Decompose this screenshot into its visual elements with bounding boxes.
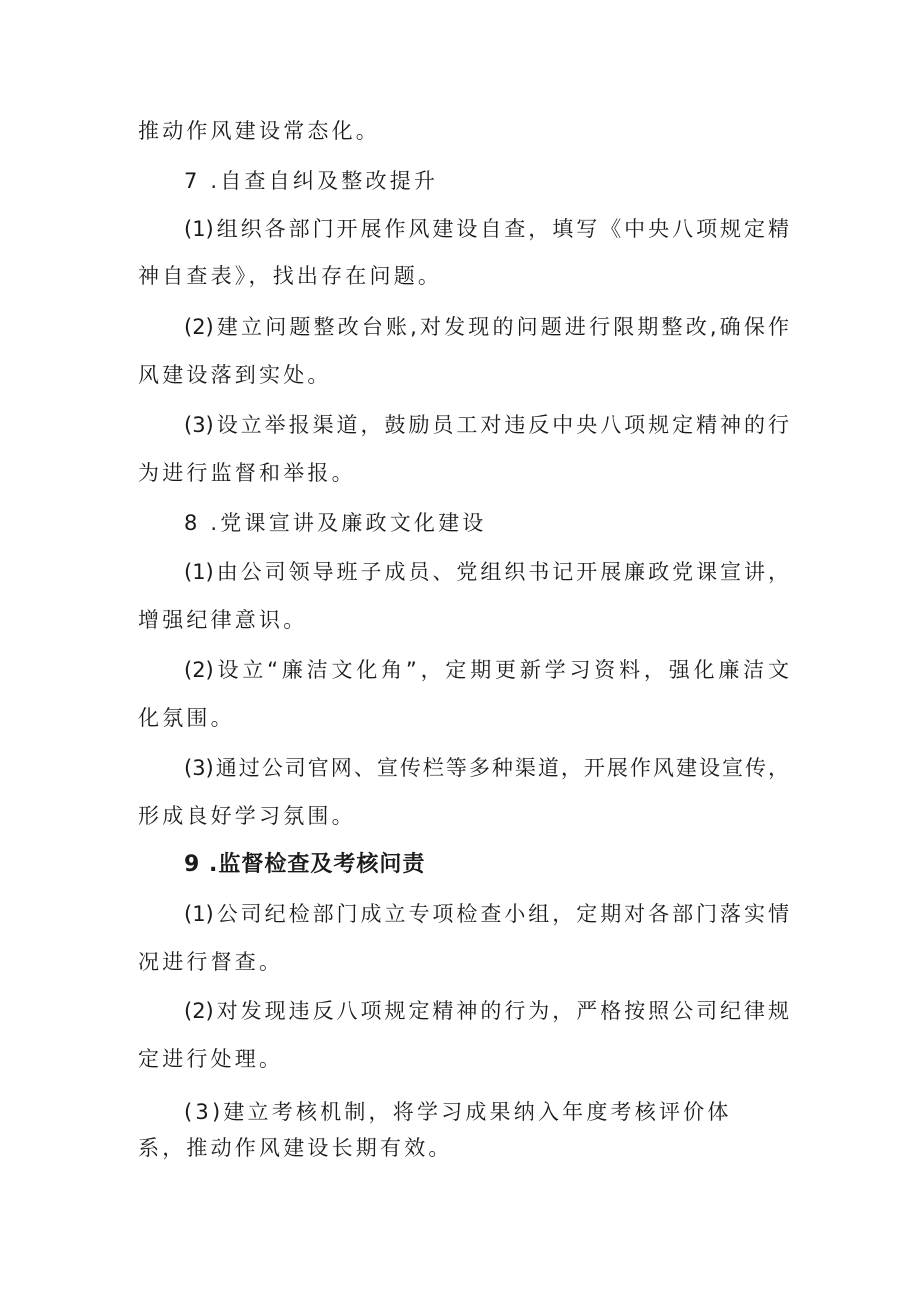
list-item-9-3-line1: (3)建立考核机制，将学习成果纳入年度考核评价体: [184, 1100, 732, 1124]
list-item-8-2-line1: (2)设立“廉洁文化角”，定期更新学习资料，强化廉洁文: [184, 658, 789, 682]
list-item-9-2-line1: (2)对发现违反八项规定精神的行为，严格按照公司纪律规: [184, 999, 789, 1023]
paragraph-continuation: 推动作风建设常态化。: [138, 119, 380, 143]
list-item-9-1-line2: 况进行督查。: [138, 950, 284, 974]
list-item-8-1-line2: 增强纪律意识。: [138, 608, 308, 632]
list-item-7-1-line1: (1)组织各部门开展作风建设自查，填写《中央八项规定精: [184, 217, 789, 241]
list-item-8-3-line2: 形成良好学习氛围。: [138, 804, 356, 828]
list-item-8-3-line1: (3)通过公司官网、宣传栏等多种渠道，开展作风建设宣传，: [184, 756, 789, 780]
section-heading-9: 9 .监督检查及考核问责: [184, 852, 426, 877]
list-item-7-1-line2: 神自查表》，找出存在问题。: [138, 264, 443, 288]
list-item-9-1-line1: (1)公司纪检部门成立专项检查小组，定期对各部门落实情: [184, 902, 789, 926]
section-heading-7: 7 .自查自纠及整改提升: [184, 169, 439, 193]
list-item-7-2-line1: (2)建立问题整改台账,对发现的问题进行限期整改,确保作: [184, 315, 789, 339]
section-heading-8: 8 .党课宣讲及廉政文化建设: [184, 511, 487, 535]
list-item-7-2-line2: 风建设落到实处。: [138, 363, 332, 387]
list-item-9-2-line2: 定进行处理。: [138, 1047, 284, 1071]
list-item-8-2-line2: 化氛围。: [138, 706, 235, 730]
list-item-8-1-line1: (1)由公司领导班子成员、党组织书记开展廉政党课宣讲，: [184, 560, 789, 584]
list-item-9-3-line2: 系，推动作风建设长期有效。: [138, 1136, 453, 1160]
list-item-7-3-line1: (3)设立举报渠道，鼓励员工对违反中央八项规定精神的行: [184, 413, 789, 437]
list-item-7-3-line2: 为进行监督和举报。: [138, 461, 356, 485]
